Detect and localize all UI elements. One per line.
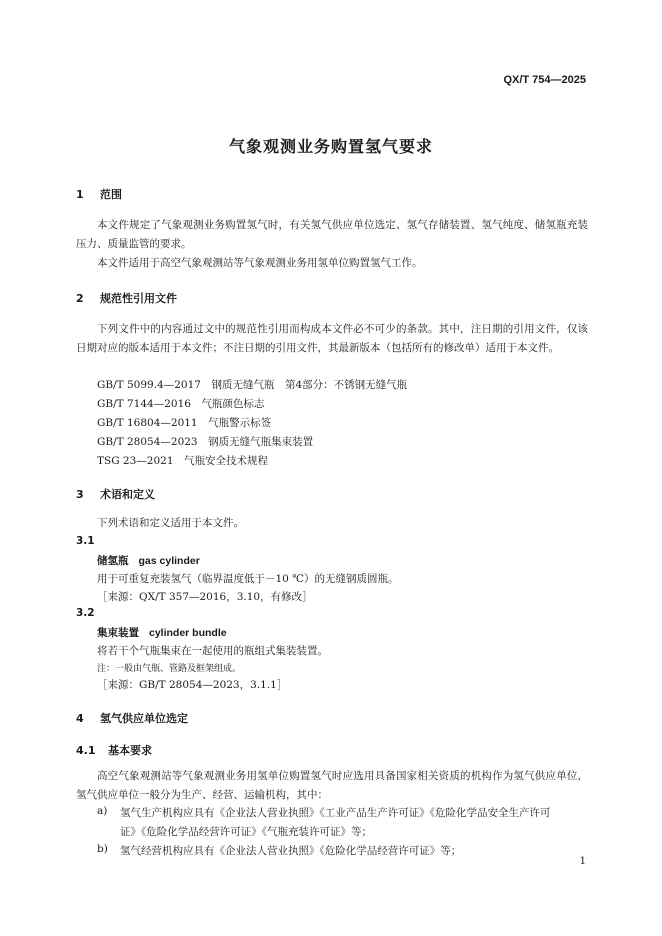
section-2-paragraph-1: 下列文件中的内容通过文中的规范性引用而构成本文件必不可少的条款。其中，注日期的引用文件，仅该日期对应的版本适用于本文件；不注日期的引用文件，其最新版本（包括所有的修改单）适用于本文件。 [76,323,588,354]
reference-item: GB/T 16804—2011 气瓶警示标签 [97,417,272,429]
document-title: 气象观测业务购置氢气要求 [228,137,433,156]
section-3-heading [76,486,155,502]
term-chinese: 储氢瓶 [97,555,129,567]
term-number: 3.2 [76,607,95,619]
section-2-heading [76,290,177,306]
section-title: 氢气供应单位选定 [100,712,188,725]
section-4-heading [76,710,188,726]
subsection-4-1-heading [76,742,152,758]
document-number: QX/T 754—2025 [503,74,586,86]
page-number: 1 [579,856,586,867]
list-item-text: 氢气经营机构应具有《企业法人营业执照》《危险化学品经营许可证》等； [120,845,462,857]
section-number: 3 [76,488,84,501]
term-english: gas cylinder [138,555,200,567]
subsection-number: 4.1 [76,744,96,757]
section-title: 规范性引用文件 [100,292,177,305]
reference-item: GB/T 5099.4—2017 钢质无缝气瓶 第4部分：不锈钢无缝气瓶 [97,379,408,391]
section-1-heading [76,186,122,202]
section-3-paragraph-1: 下列术语和定义适用于本文件。 [97,517,244,529]
term-chinese: 集束装置 [97,627,139,639]
term-heading [97,553,200,568]
section-number: 4 [76,712,84,725]
subsection-title: 基本要求 [108,744,152,757]
term-heading [97,625,227,640]
term-english: cylinder bundle [149,627,227,639]
term-number: 3.1 [76,535,95,547]
section-number: 2 [76,292,84,305]
list-item-text: 氢气生产机构应具有《企业法人营业执照》《工业产品生产许可证》《危险化学品安全生产许可 [120,807,551,819]
section-1-paragraph-1: 本文件规定了气象观测业务购置氢气时，有关氢气供应单位选定、氢气存储装置、氢气纯度、储氢瓶充装压力、质量监管的要求。 [76,219,588,250]
reference-item: TSG 23—2021 气瓶安全技术规程 [97,455,269,467]
section-1-paragraph-2: 本文件适用于高空气象观测站等气象观测业务用氢单位购置氢气工作。 [97,257,423,269]
term-definition: 将若干个气瓶集束在一起使用的瓶组式集装装置。 [97,645,328,657]
list-item-text: 证》《危险化学品经营许可证》《气瓶充装许可证》等； [120,826,372,838]
term-source: ［来源：QX/T 357—2016，3.10，有修改］ [97,591,313,603]
section-number: 1 [76,188,84,201]
reference-item: GB/T 7144—2016 气瓶颜色标志 [97,398,265,410]
term-source: ［来源：GB/T 28054—2023，3.1.1］ [97,679,288,691]
list-item-label: a) [97,805,108,817]
subsection-4-1-paragraph: 高空气象观测站等气象观测业务用氢单位购置氢气时应选用具备国家相关资质的机构作为氢气供应单位，氢气供应单位一般分为生产、经营、运输机构，其中： [76,770,588,801]
term-definition: 用于可重复充装氢气（临界温度低于－10 ℃）的无缝钢质圆瓶。 [97,573,399,585]
term-note: 注：一般由气瓶、管路及框架组成。 [97,664,242,674]
list-item-label: b) [97,843,108,855]
section-title: 术语和定义 [100,488,155,501]
section-title: 范围 [100,188,122,201]
reference-item: GB/T 28054—2023 钢质无缝气瓶集束装置 [97,436,314,448]
